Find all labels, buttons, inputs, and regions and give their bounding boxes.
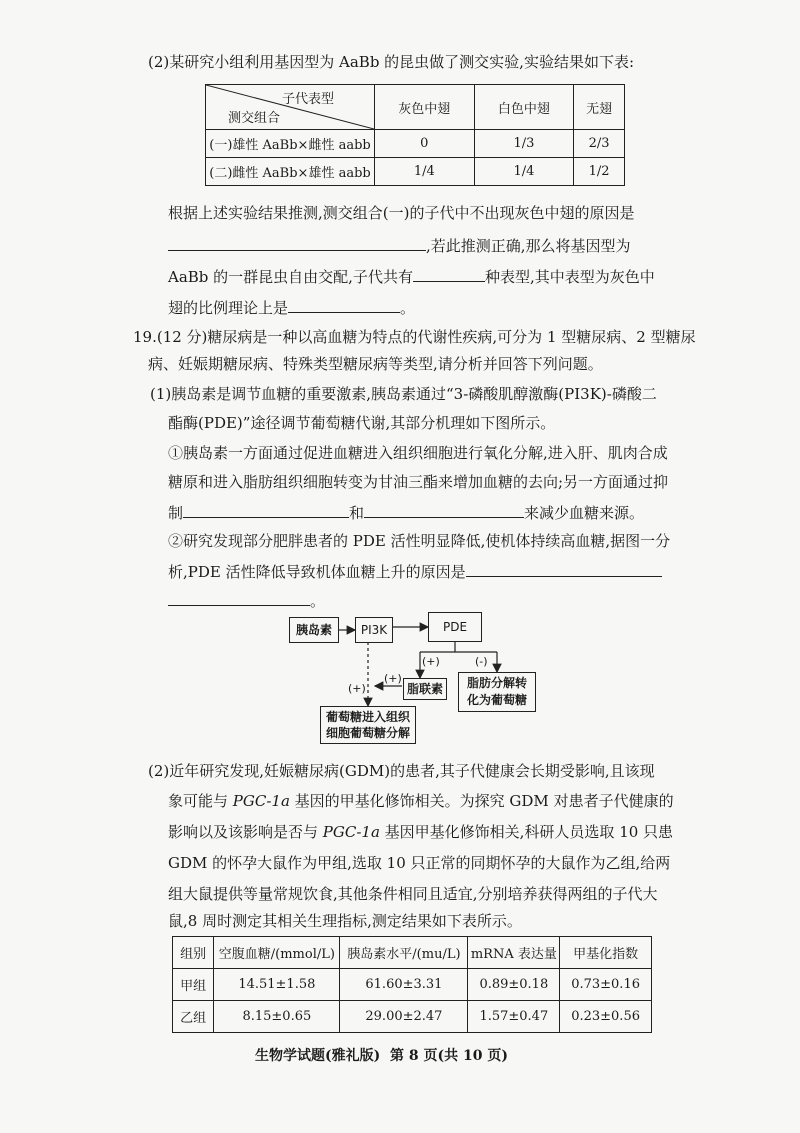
q18-line3-text-b: 种表型,其中表型为灰色中 bbox=[484, 268, 655, 286]
table-cell: 乙组 bbox=[173, 1001, 214, 1033]
q19-c1-line1: ①胰岛素一方面通过促进血糖进入组织细胞进行氧化分解,进入肝、肌肉合成 bbox=[168, 444, 668, 462]
q19-p2-text: 影响以及该影响是否与 bbox=[168, 823, 323, 841]
table-cell: 0.23±0.56 bbox=[560, 1001, 652, 1033]
minus-label: (-) bbox=[475, 655, 488, 668]
q19-c2-line1: ②研究发现部分肥胖患者的 PDE 活性明显降低,使机体持续高血糖,据图一分 bbox=[168, 532, 671, 550]
col-header: 无翅 bbox=[574, 85, 625, 130]
table-cell: 14.51±1.58 bbox=[214, 969, 340, 1001]
gene-name: PGC-1a bbox=[232, 792, 290, 810]
q19-c1-text: 制 bbox=[168, 504, 184, 522]
plus-label: (+) bbox=[384, 672, 402, 685]
table-row bbox=[173, 1001, 652, 1033]
insulin-box: 胰岛素 bbox=[289, 617, 339, 643]
q19-p2-text-b: 基因甲基化修饰相关,科研人员选取 10 只患 bbox=[379, 823, 674, 841]
table-cell: 1/4 bbox=[474, 158, 574, 186]
header-top-label: 子代表型 bbox=[281, 92, 334, 107]
q19-p2-line1: (2)近年研究发现,妊娠糖尿病(GDM)的患者,其子代健康会长期受影响,且该现 bbox=[148, 762, 655, 780]
q18-line2-text: ,若此推测正确,那么将基因型为 bbox=[426, 237, 631, 255]
table-cell: 2/3 bbox=[574, 130, 625, 158]
plus-label: (+) bbox=[348, 682, 366, 695]
gene-name: PGC-1a bbox=[322, 823, 380, 841]
page-footer: 生物学试题(雅礼版) 第 8 页(共 10 页) bbox=[255, 1048, 508, 1064]
col-header: 白色中翅 bbox=[474, 85, 574, 130]
row-label: (一)雄性 AaBb×雌性 aabb bbox=[206, 130, 375, 158]
q19-p2-text-b: 基因的甲基化修饰相关。为探究 GDM 对患者子代健康的 bbox=[289, 792, 674, 810]
col-header: 甲基化指数 bbox=[560, 937, 652, 969]
col-header: mRNA 表达量 bbox=[468, 937, 560, 969]
q18-line4-end: 。 bbox=[400, 299, 416, 317]
adiponectin-box: 脂联素 bbox=[403, 678, 447, 700]
fat-conversion-box: 脂肪分解转化为葡萄糖 bbox=[458, 672, 536, 712]
q19-c1-text-c: 来减少血糖来源。 bbox=[524, 504, 645, 522]
q19-c1-line2: 糖原和进入脂肪组织细胞转变为甘油三酯来增加血糖的去向;另一方面通过抑 bbox=[168, 473, 669, 491]
table-cell: 29.00±2.47 bbox=[340, 1001, 468, 1033]
table-cell: 0 bbox=[375, 130, 475, 158]
q19-p1-line1: (1)胰岛素是调节血糖的重要激素,胰岛素通过“3-磷酸肌醇激酶(PI3K)-磷酸二 bbox=[150, 385, 657, 403]
q18-line4-text: 翅的比例理论上是 bbox=[168, 299, 289, 317]
table-cell: 1.57±0.47 bbox=[468, 1001, 560, 1033]
pde-box: PDE bbox=[428, 612, 482, 642]
row-label: (二)雌性 AaBb×雄性 aabb bbox=[206, 158, 375, 186]
q19-line2: 病、妊娠期糖尿病、特殊类型糖尿病等类型,请分析并回答下列问题。 bbox=[148, 355, 603, 373]
table-cell: 1/3 bbox=[474, 130, 574, 158]
col-header: 胰岛素水平/(mu/L) bbox=[340, 937, 468, 969]
table-cell: 1/4 bbox=[375, 158, 475, 186]
q19-p1-line2: 酯酶(PDE)”途径调节葡萄糖代谢,其部分机理如下图所示。 bbox=[168, 414, 556, 432]
q18-intro: (2)某研究小组利用基因型为 AaBb 的昆虫做了测交实验,实验结果如下表: bbox=[148, 53, 635, 71]
table-cell: 8.15±0.65 bbox=[214, 1001, 340, 1033]
q19-line1: 19.(12 分)糖尿病是一种以高血糖为特点的代谢性疾病,可分为 1 型糖尿病、2 型糖尿 bbox=[133, 328, 696, 346]
header-bottom-label: 测交组合 bbox=[228, 111, 281, 126]
q19-p2-line4: GDM 的怀孕大鼠作为甲组,选取 10 只正常的同期怀孕的大鼠作为乙组,给两 bbox=[168, 854, 671, 872]
glucose-uptake-box: 葡萄糖进入组织细胞葡萄糖分解 bbox=[320, 706, 416, 744]
q19-p2-text: 象可能与 bbox=[168, 792, 233, 810]
q19-c2-text: 析,PDE 活性降低导致机体血糖上升的原因是 bbox=[168, 563, 466, 581]
table-cell: 0.89±0.18 bbox=[468, 969, 560, 1001]
q18-line3-text: AaBb 的一群昆虫自由交配,子代共有 bbox=[168, 268, 413, 286]
q19-c2-end: 。 bbox=[310, 592, 326, 610]
table-cell: 0.73±0.16 bbox=[560, 969, 652, 1001]
col-header: 组别 bbox=[173, 937, 214, 969]
q19-p2-line6: 鼠,8 周时测定其相关生理指标,测定结果如下表所示。 bbox=[168, 912, 522, 930]
table-row bbox=[173, 969, 652, 1001]
q19-p2-line5: 组大鼠提供等量常规饮食,其他条件相同且适宜,分别培养获得两组的子代大 bbox=[168, 885, 658, 903]
table-cell: 1/2 bbox=[574, 158, 625, 186]
table-header-row bbox=[173, 937, 652, 969]
col-header: 灰色中翅 bbox=[375, 85, 475, 130]
col-header: 空腹血糖/(mmol/L) bbox=[214, 937, 340, 969]
table-cell: 甲组 bbox=[173, 969, 214, 1001]
q18-line1: 根据上述实验结果推测,测交组合(一)的子代中不出现灰色中翅的原因是 bbox=[168, 204, 635, 222]
pi3k-box: PI3K bbox=[355, 617, 393, 643]
table-cell: 61.60±3.31 bbox=[340, 969, 468, 1001]
rat-results-table bbox=[172, 936, 652, 1033]
q19-p2-line3 bbox=[168, 822, 673, 842]
q19-p2-line2 bbox=[168, 791, 674, 811]
q19-c1-text-b: 和 bbox=[349, 504, 365, 522]
plus-label: (+) bbox=[422, 655, 440, 668]
